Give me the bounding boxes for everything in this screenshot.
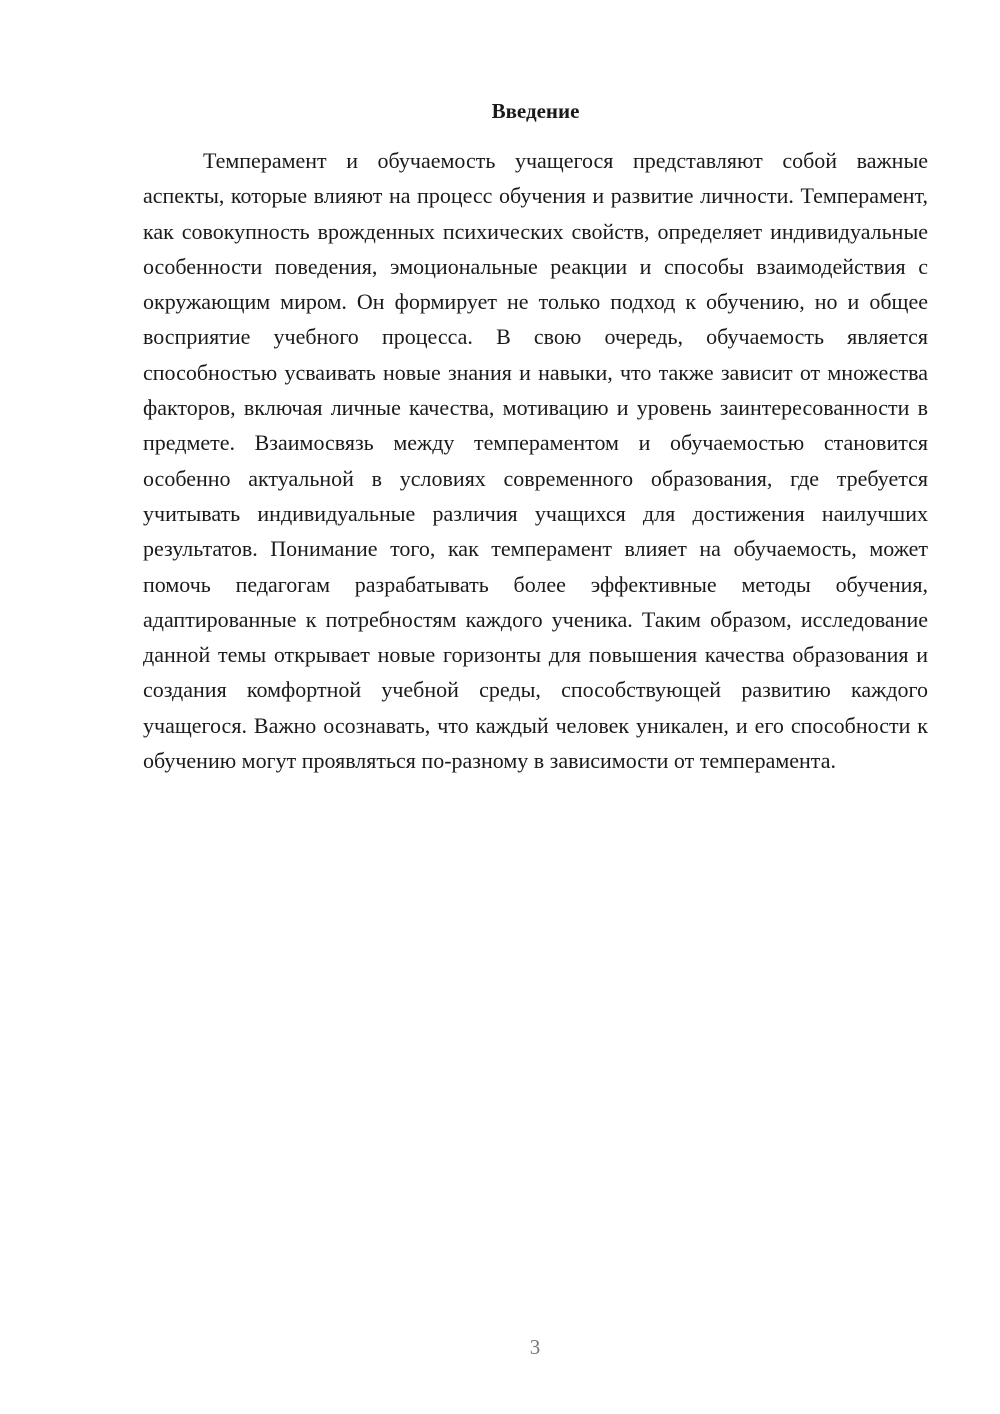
body-paragraph: Темперамент и обучаемость учащегося представляют собой важные аспекты, которые влияют на процесс обучения и развитие личности. Темперамент, как совокупность врожденных психических свойств, определяет индивидуальные особенности поведения, эмоциональные реакции и способы взаимодействия с окружающим миром. Он формирует не только подход к обучению, но и общее восприятие учебного процесса. В свою очередь, обучаемость является способностью усваивать новые знания и навыки, что также зависит от множества факторов, включая личные качества, мотивацию и уровень заинтересованности в предмете. Взаимосвязь между темпераментом и обучаемостью становится особенно актуальной в условиях современного образования, где требуется учитывать индивидуальные различия учащихся для достижения наилучших результатов. Понимание того, как темперамент влияет на обучаемость, может помочь педагогам разрабатывать более эффективные методы обучения, адаптированные к потребностям каждого ученика. Таким образом, исследование данной темы открывает новые горизонты для повышения качества образования и создания комфортной учебной среды, способствующей развитию каждого учащегося. Важно осознавать, что каждый человек уникален, и его способности к обучению могут проявляться по-разному в зависимости от темперамента. bbox=[143, 148, 928, 774]
section-heading: Введение bbox=[491, 99, 580, 123]
page-number: 3 bbox=[529, 1335, 541, 1359]
